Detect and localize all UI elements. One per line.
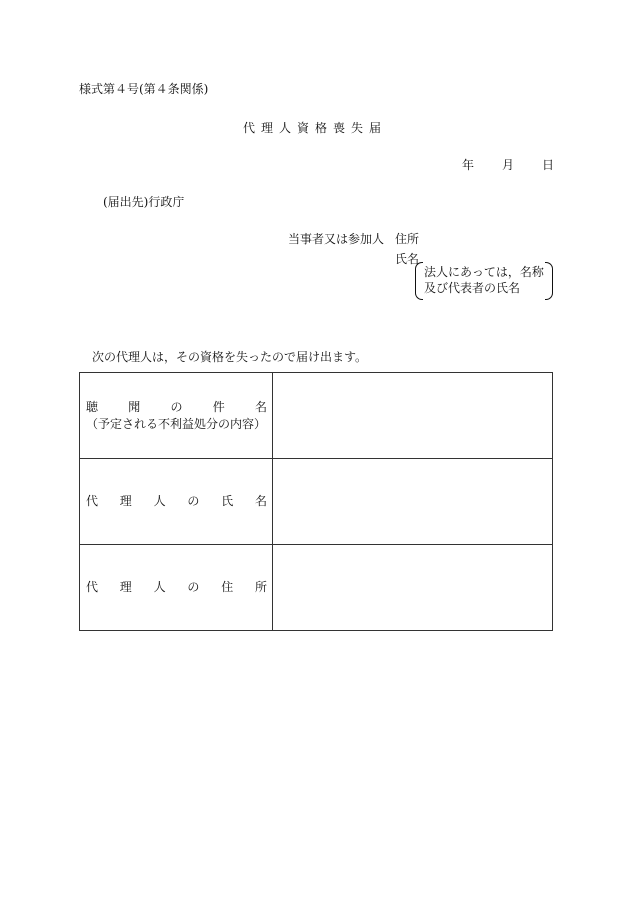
label-char: 代 (86, 580, 99, 594)
hearing-subject-label-cell (80, 373, 273, 459)
date-day: 日 (542, 158, 555, 172)
date-year: 年 (462, 158, 475, 172)
label-char: 所 (254, 580, 267, 594)
address-label: 住所 (395, 232, 420, 246)
table-row (80, 459, 553, 545)
label-char: 人 (153, 494, 166, 508)
corporate-note (415, 262, 553, 300)
corporate-note-text: 法人にあっては，名称及び代表者の氏名 (424, 265, 544, 295)
statement: 次の代理人は，その資格を失ったので届け出ます。 (92, 350, 368, 364)
left-bracket (415, 262, 423, 300)
label-char: の (187, 580, 200, 594)
row-label (80, 493, 272, 510)
label-char: 人 (153, 580, 166, 594)
label-char: 件 (212, 399, 225, 414)
date-month: 月 (502, 158, 515, 172)
document-title: 代理人資格喪失届 (242, 121, 387, 135)
name-label: 氏名 (395, 252, 420, 266)
label-char: 理 (119, 494, 132, 508)
label-char: 氏 (221, 494, 234, 508)
row-sublabel: （予定される不利益処分の内容） (86, 416, 267, 431)
form-number: 様式第４号(第４条関係) (79, 82, 209, 96)
agent-name-field[interactable] (273, 459, 553, 545)
label-char: 住 (221, 580, 234, 594)
table-row (80, 545, 553, 631)
agent-address-label-cell (80, 545, 273, 631)
label-char: の (170, 399, 183, 414)
label-char: 聴 (86, 399, 99, 414)
right-bracket (545, 262, 553, 300)
hearing-subject-field[interactable] (273, 373, 553, 459)
agent-name-label-cell (80, 459, 273, 545)
label-char: 聞 (128, 399, 141, 414)
details-table (79, 372, 553, 631)
agent-address-field[interactable] (273, 545, 553, 631)
row-label (80, 399, 272, 416)
addressee: (届出先)行政庁 (103, 195, 185, 209)
label-char: 代 (86, 494, 99, 508)
table-row (80, 373, 553, 459)
row-label (80, 579, 272, 596)
label-char: 名 (254, 494, 267, 508)
date-line (462, 156, 554, 173)
label-char: 理 (119, 580, 132, 594)
label-char: 名 (255, 399, 268, 414)
party-label: 当事者又は参加人 (288, 232, 385, 246)
label-char: の (187, 494, 200, 508)
